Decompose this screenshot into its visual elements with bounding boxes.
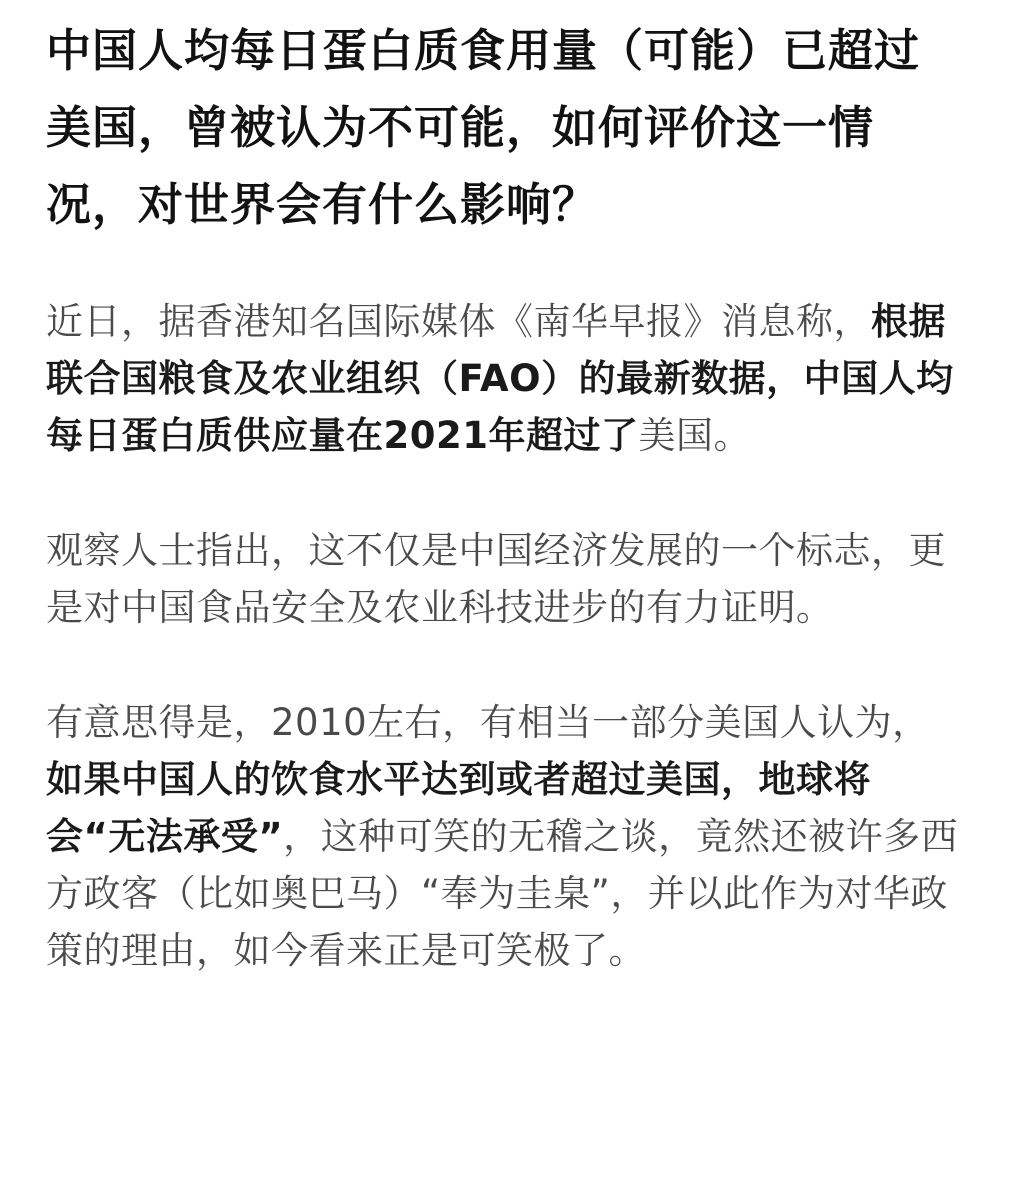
- bold-text-segment: 根据联合国粮食及农业组织（FAO）的最新数据，中国人均每日蛋白质供应量在2021年超过了: [46, 300, 954, 457]
- answer-body: [46, 293, 966, 979]
- answer-paragraph: [46, 522, 966, 636]
- text-segment: 美国。: [638, 414, 751, 457]
- text-segment: 近日，据香港知名国际媒体《南华早报》消息称，: [46, 300, 871, 343]
- bold-text-segment: 如果中国人的饮食水平达到或者超过美国，地球将会“无法承受”: [46, 758, 871, 858]
- question-title[interactable]: 中国人均每日蛋白质食用量（可能）已超过美国，曾被认为不可能，如何评价这一情况，对世界会有什么影响？: [46, 24, 921, 231]
- text-segment: 有意思得是，2010左右，有相当一部分美国人认为，: [46, 701, 930, 744]
- answer-paragraph: [46, 694, 966, 979]
- article: [46, 12, 966, 1037]
- text-segment: 观察人士指出，这不仅是中国经济发展的一个标志，更是对中国食品安全及农业科技进步的有力证明。: [46, 529, 946, 629]
- answer-paragraph: [46, 293, 966, 464]
- text-segment: ，这种可笑的无稽之谈，竟然还被许多西方政客（比如奥巴马）“奉为圭臬”，并以此作为对华政策的理由，如今看来正是可笑极了。: [46, 815, 959, 972]
